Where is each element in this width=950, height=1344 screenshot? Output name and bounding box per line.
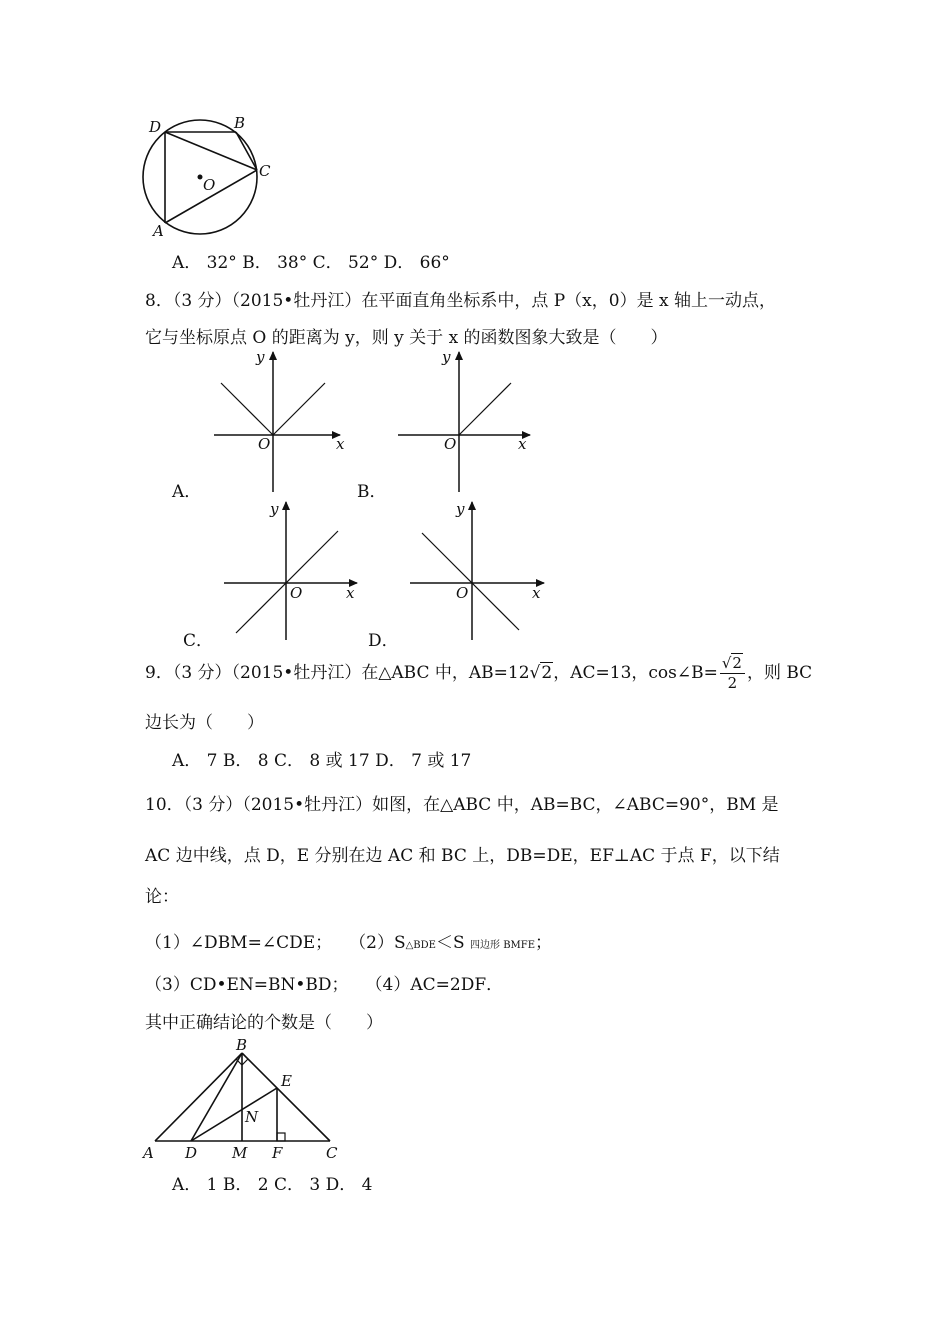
q10-question: 其中正确结论的个数是（ ）	[145, 1013, 383, 1033]
q8-stem-line2: 它与坐标原点 O 的距离为 y，则 y 关于 x 的函数图象大致是（ ）	[145, 328, 668, 348]
q10-options: A． 1 B． 2 C． 3 D． 4	[172, 1175, 373, 1195]
q9-prefix: 9．（3 分）（2015•牡丹江）在△ABC 中，AB=12	[145, 663, 530, 683]
q7-options: A． 32° B． 38° C． 52° D． 66°	[172, 253, 450, 273]
q8-b-x: x	[518, 435, 527, 453]
q10-stem-line1: 10．（3 分）（2015•牡丹江）如图，在△ABC 中，AB=BC，∠ABC=90°，BM 是	[145, 795, 779, 815]
q8-option-d-label: D．	[368, 631, 399, 651]
q8-c-y: y	[270, 500, 279, 518]
q8-option-a-label: A．	[172, 482, 202, 502]
q8-b-y: y	[442, 348, 451, 366]
q8-d-x: x	[532, 584, 541, 602]
q9-sqrt-arg: 2	[541, 663, 553, 683]
q8-d-y: y	[456, 500, 465, 518]
q9-frac-num: 2	[732, 654, 742, 672]
q10-label-n: N	[245, 1108, 259, 1126]
q9-sqrt-symbol: √	[529, 663, 541, 683]
q7-label-b: B	[234, 114, 246, 132]
q10-conclusion-2: （2）S△BDE＜S 四边形 BMFE；	[349, 933, 553, 953]
q7-label-o: O	[203, 176, 216, 194]
q9-suffix: ，则 BC	[746, 663, 813, 683]
q9-frac-den: 2	[727, 674, 738, 692]
q10-label-d: D	[185, 1144, 198, 1162]
q10-stem-line2: AC 边中线，点 D，E 分别在边 AC 和 BC 上，DB=DE，EF⊥AC 于点 F，以下结	[145, 846, 780, 866]
q7-label-c: C	[259, 162, 271, 180]
q8-option-b-label: B．	[357, 482, 387, 502]
q8-a-y: y	[256, 348, 265, 366]
q10-label-e: E	[281, 1072, 292, 1090]
q10-conclusion-4: （4）AC=2DF．	[365, 975, 504, 995]
q8-c-o: O	[290, 584, 303, 602]
q8-d-o: O	[456, 584, 469, 602]
q10-stem-line3: 论：	[145, 887, 179, 907]
q10-label-c: C	[326, 1144, 338, 1162]
q10-label-a: A	[143, 1144, 154, 1162]
q8-option-c-label: C．	[183, 631, 214, 651]
q8-stem-line1: 8．（3 分）（2015•牡丹江）在平面直角坐标系中，点 P（x，0）是 x 轴上一动点，	[145, 291, 776, 311]
q10-conclusion-1: （1）∠DBM=∠CDE；	[145, 933, 333, 953]
q10-label-m: M	[232, 1144, 248, 1162]
q8-a-o: O	[258, 435, 271, 453]
q10-conclusion-3: （3）CD•EN=BN•BD；	[145, 975, 349, 995]
q8-c-x: x	[346, 584, 355, 602]
q9-frac-sqrt-symbol: √	[721, 654, 732, 672]
q10-label-f: F	[272, 1144, 283, 1162]
q8-b-o: O	[444, 435, 457, 453]
q9-middle: ，AC=13，cos∠B=	[553, 663, 718, 683]
q9-stem-line2: 边长为（ ）	[145, 713, 264, 733]
q7-label-d: D	[149, 118, 162, 136]
q9-options: A． 7 B． 8 C． 8 或 17 D． 7 或 17	[172, 751, 472, 771]
q10-label-b: B	[236, 1036, 248, 1054]
q7-label-a: A	[153, 222, 164, 240]
q8-a-x: x	[336, 435, 345, 453]
